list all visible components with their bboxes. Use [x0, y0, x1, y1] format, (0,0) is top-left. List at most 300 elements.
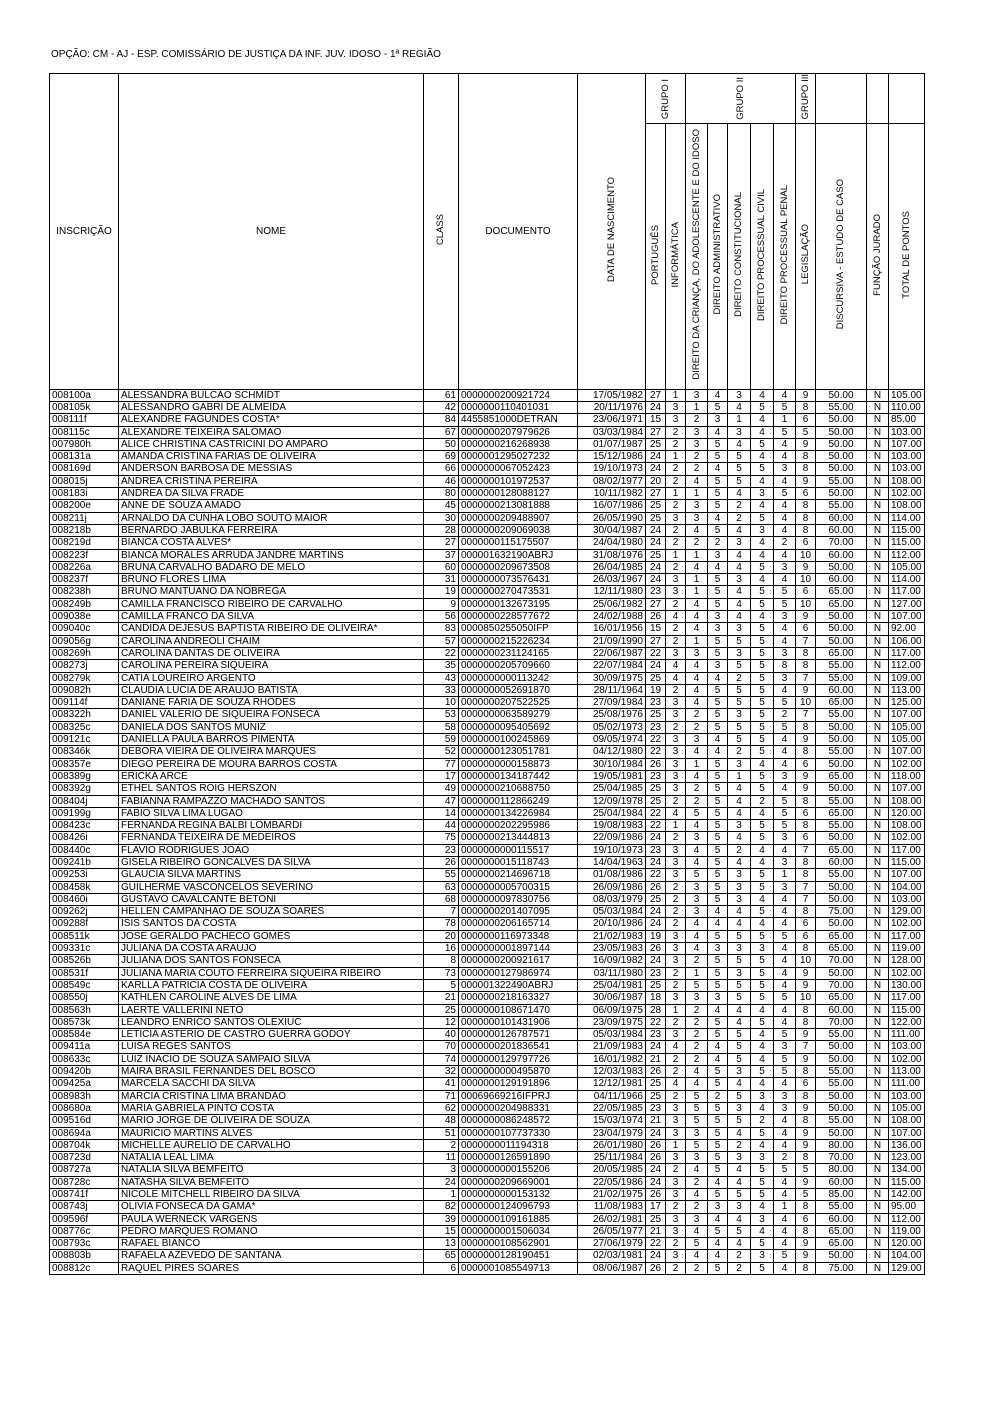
cell-direito-crianca: 4 — [686, 770, 708, 782]
table-row — [50, 1090, 925, 1102]
cell-direito-proc-civil: 5 — [751, 979, 774, 991]
cell-inscricao: 009420b — [50, 1066, 119, 1078]
cell-direito-crianca: 4 — [686, 684, 708, 696]
cell-documento: 0000000000115517 — [459, 844, 578, 856]
cell-total: 129.00 — [889, 1262, 925, 1274]
cell-nascimento: 30/09/1975 — [578, 672, 646, 684]
cell-total: 109.00 — [889, 672, 925, 684]
cell-funcao-jurado: N — [867, 426, 889, 438]
cell-direito-const: 4 — [728, 402, 751, 414]
cell-direito-const: 3 — [728, 1102, 751, 1114]
table-row — [50, 1176, 925, 1188]
cell-direito-const: 5 — [728, 684, 751, 696]
table-row — [50, 1139, 925, 1151]
cell-nascimento: 03/11/1980 — [578, 967, 646, 979]
col-portugues-label: PORTUGUÊS — [649, 224, 661, 285]
cell-total: 103.00 — [889, 426, 925, 438]
cell-total: 108.00 — [889, 1115, 925, 1127]
table-row — [50, 672, 925, 684]
cell-class: 8 — [424, 955, 459, 967]
cell-nome: NICOLE MITCHELL RIBEIRO DA SILVA — [119, 1189, 424, 1201]
cell-informatica: 2 — [666, 906, 686, 918]
cell-informatica: 2 — [666, 1066, 686, 1078]
cell-total: 107.00 — [889, 611, 925, 623]
cell-inscricao: 008389g — [50, 770, 119, 782]
cell-direito-proc-penal: 8 — [774, 660, 796, 672]
cell-class: 15 — [424, 1225, 459, 1237]
cell-portugues: 22 — [646, 869, 666, 881]
cell-direito-adm: 5 — [708, 500, 728, 512]
table-row — [50, 856, 925, 868]
cell-portugues: 26 — [646, 943, 666, 955]
cell-direito-proc-civil: 5 — [751, 697, 774, 709]
cell-discursiva: 60.00 — [816, 574, 867, 586]
cell-portugues: 23 — [646, 967, 666, 979]
cell-funcao-jurado: N — [867, 389, 889, 401]
col-direito-adm-label: DIREITO ADMINISTRATIVO — [711, 194, 723, 315]
table-row — [50, 1238, 925, 1250]
cell-direito-adm: 5 — [708, 402, 728, 414]
table-row — [50, 1016, 925, 1028]
cell-legislacao: 6 — [796, 623, 816, 635]
cell-nome: NATALIA LEAL LIMA — [119, 1152, 424, 1164]
cell-funcao-jurado: N — [867, 992, 889, 1004]
cell-informatica: 1 — [666, 549, 686, 561]
cell-informatica: 3 — [666, 574, 686, 586]
cell-direito-proc-penal: 4 — [774, 635, 796, 647]
cell-nascimento: 17/05/1982 — [578, 389, 646, 401]
cell-direito-proc-penal: 1 — [774, 869, 796, 881]
cell-direito-adm: 3 — [708, 943, 728, 955]
cell-direito-proc-civil: 4 — [751, 1078, 774, 1090]
cell-funcao-jurado: N — [867, 684, 889, 696]
cell-class: 2 — [424, 1139, 459, 1151]
cell-direito-proc-civil: 5 — [751, 672, 774, 684]
table-row — [50, 611, 925, 623]
cell-nome: FLAVIO RODRIGUES JOAO — [119, 844, 424, 856]
cell-direito-const: 4 — [728, 795, 751, 807]
table-row — [50, 1152, 925, 1164]
cell-legislacao: 9 — [796, 734, 816, 746]
cell-funcao-jurado: N — [867, 746, 889, 758]
cell-discursiva: 50.00 — [816, 721, 867, 733]
cell-discursiva: 65.00 — [816, 1238, 867, 1250]
cell-funcao-jurado: N — [867, 1225, 889, 1237]
cell-funcao-jurado: N — [867, 1213, 889, 1225]
cell-inscricao: 009262j — [50, 906, 119, 918]
cell-nome: FABIANNA RAMPAZZO MACHADO SANTOS — [119, 795, 424, 807]
cell-informatica: 3 — [666, 758, 686, 770]
col-direito-const-label: DIREITO CONSTITUCIONAL — [733, 192, 745, 318]
cell-direito-adm: 4 — [708, 1238, 728, 1250]
cell-nascimento: 22/05/1986 — [578, 1176, 646, 1188]
cell-legislacao: 6 — [796, 488, 816, 500]
table-row — [50, 1201, 925, 1213]
cell-funcao-jurado: N — [867, 1262, 889, 1274]
cell-class: 9 — [424, 598, 459, 610]
cell-direito-const: 2 — [728, 746, 751, 758]
cell-legislacao: 7 — [796, 844, 816, 856]
cell-documento: 0000000129191896 — [459, 1078, 578, 1090]
cell-documento: 0000000110401031 — [459, 402, 578, 414]
cell-legislacao: 9 — [796, 1176, 816, 1188]
table-row — [50, 1066, 925, 1078]
cell-class: 73 — [424, 967, 459, 979]
cell-direito-proc-civil: 5 — [751, 660, 774, 672]
cell-direito-const: 4 — [728, 1078, 751, 1090]
cell-class: 69 — [424, 451, 459, 463]
cell-funcao-jurado: N — [867, 586, 889, 598]
cell-nome: PEDRO MARQUES ROMANO — [119, 1225, 424, 1237]
cell-class: 68 — [424, 893, 459, 905]
cell-informatica: 2 — [666, 1238, 686, 1250]
cell-nome: AMANDA CRISTINA FARIAS DE OLIVEIRA — [119, 451, 424, 463]
table-row — [50, 537, 925, 549]
cell-nascimento: 12/03/1983 — [578, 1066, 646, 1078]
cell-direito-adm: 5 — [708, 721, 728, 733]
cell-class: 55 — [424, 869, 459, 881]
col-portugues — [646, 123, 666, 389]
cell-portugues: 23 — [646, 770, 666, 782]
cell-nascimento: 16/09/1982 — [578, 955, 646, 967]
cell-direito-crianca: 4 — [686, 943, 708, 955]
cell-informatica: 3 — [666, 1152, 686, 1164]
cell-nascimento: 24/04/1980 — [578, 537, 646, 549]
cell-direito-proc-civil: 4 — [751, 1041, 774, 1053]
cell-direito-adm: 5 — [708, 881, 728, 893]
cell-class: 35 — [424, 660, 459, 672]
cell-nome: RAFAELA AZEVEDO DE SANTANA — [119, 1250, 424, 1262]
table-row — [50, 697, 925, 709]
cell-nome: ISIS SANTOS DA COSTA — [119, 918, 424, 930]
cell-direito-adm: 5 — [708, 844, 728, 856]
cell-direito-proc-penal: 5 — [774, 402, 796, 414]
cell-funcao-jurado: N — [867, 475, 889, 487]
cell-documento: 0000000213444813 — [459, 832, 578, 844]
cell-direito-proc-civil: 4 — [751, 1201, 774, 1213]
cell-direito-proc-civil: 5 — [751, 402, 774, 414]
cell-legislacao: 10 — [796, 598, 816, 610]
cell-direito-proc-penal: 4 — [774, 451, 796, 463]
cell-class: 65 — [424, 1250, 459, 1262]
cell-funcao-jurado: N — [867, 869, 889, 881]
group-spacer — [816, 74, 867, 124]
col-nascimento — [578, 74, 646, 390]
table-row — [50, 1127, 925, 1139]
cell-nome: CAROLINA ANDREOLI CHAIM — [119, 635, 424, 647]
cell-discursiva: 60.00 — [816, 524, 867, 536]
cell-informatica: 2 — [666, 426, 686, 438]
cell-direito-crianca: 4 — [686, 697, 708, 709]
cell-direito-crianca: 2 — [686, 955, 708, 967]
cell-direito-adm: 3 — [708, 414, 728, 426]
cell-documento: 0000000015118743 — [459, 856, 578, 868]
cell-nascimento: 16/01/1982 — [578, 1053, 646, 1065]
cell-direito-proc-civil: 5 — [751, 1189, 774, 1201]
cell-class: 7 — [424, 906, 459, 918]
cell-portugues: 26 — [646, 1066, 666, 1078]
cell-informatica: 4 — [666, 672, 686, 684]
cell-documento: 000001632190ABRJ — [459, 549, 578, 561]
cell-funcao-jurado: N — [867, 598, 889, 610]
cell-legislacao: 9 — [796, 967, 816, 979]
table-row — [50, 758, 925, 770]
cell-nascimento: 22/07/1984 — [578, 660, 646, 672]
cell-discursiva: 55.00 — [816, 1029, 867, 1041]
cell-nome: LUIZ INACIO DE SOUZA SAMPAIO SILVA — [119, 1053, 424, 1065]
table-row — [50, 906, 925, 918]
cell-discursiva: 70.00 — [816, 1152, 867, 1164]
cell-class: 26 — [424, 856, 459, 868]
table-row — [50, 869, 925, 881]
cell-direito-proc-civil: 4 — [751, 500, 774, 512]
col-legislacao — [796, 123, 816, 389]
cell-informatica: 3 — [666, 1225, 686, 1237]
cell-direito-proc-civil: 5 — [751, 1176, 774, 1188]
col-funcao-jurado-label: FUNÇÃO JURADO — [871, 213, 883, 296]
cell-portugues: 24 — [646, 451, 666, 463]
cell-inscricao: 008015j — [50, 475, 119, 487]
cell-documento: 0000000201836541 — [459, 1041, 578, 1053]
cell-portugues: 23 — [646, 697, 666, 709]
cell-class: 62 — [424, 1102, 459, 1114]
cell-documento: 0000000209069038 — [459, 524, 578, 536]
cell-direito-adm: 3 — [708, 992, 728, 1004]
cell-discursiva: 55.00 — [816, 672, 867, 684]
cell-inscricao: 008223f — [50, 549, 119, 561]
cell-direito-proc-penal: 3 — [774, 856, 796, 868]
cell-inscricao: 008793c — [50, 1238, 119, 1250]
table-row — [50, 844, 925, 856]
table-row — [50, 524, 925, 536]
cell-nascimento: 04/12/1980 — [578, 746, 646, 758]
cell-documento: 0000000073576431 — [459, 574, 578, 586]
cell-direito-const: 5 — [728, 955, 751, 967]
cell-informatica: 2 — [666, 684, 686, 696]
cell-direito-adm: 5 — [708, 832, 728, 844]
cell-direito-adm: 5 — [708, 598, 728, 610]
cell-legislacao: 8 — [796, 943, 816, 955]
cell-class: 20 — [424, 930, 459, 942]
cell-direito-const: 4 — [728, 832, 751, 844]
cell-direito-const: 3 — [728, 758, 751, 770]
table-row — [50, 1078, 925, 1090]
cell-nome: ALEXANDRE TEIXEIRA SALOMAO — [119, 426, 424, 438]
cell-direito-const: 5 — [728, 660, 751, 672]
cell-discursiva: 50.00 — [816, 758, 867, 770]
cell-total: 105.00 — [889, 721, 925, 733]
table-row — [50, 475, 925, 487]
cell-documento: 0000000108562901 — [459, 1238, 578, 1250]
cell-class: 19 — [424, 586, 459, 598]
cell-portugues: 27 — [646, 635, 666, 647]
cell-nome: MARIA GABRIELA PINTO COSTA — [119, 1102, 424, 1114]
cell-inscricao: 008573k — [50, 1016, 119, 1028]
cell-informatica: 3 — [666, 647, 686, 659]
cell-direito-crianca: 4 — [686, 918, 708, 930]
cell-class: 71 — [424, 1090, 459, 1102]
cell-total: 103.00 — [889, 1090, 925, 1102]
table-row — [50, 734, 925, 746]
cell-legislacao: 8 — [796, 906, 816, 918]
cell-direito-adm: 5 — [708, 1127, 728, 1139]
cell-documento: 0000000200921617 — [459, 955, 578, 967]
cell-portugues: 25 — [646, 1213, 666, 1225]
cell-direito-proc-civil: 5 — [751, 438, 774, 450]
col-nascimento-label: DATA DE NASCIMENTO — [605, 177, 617, 283]
cell-direito-const: 3 — [728, 893, 751, 905]
cell-total: 108.00 — [889, 795, 925, 807]
cell-direito-proc-penal: 3 — [774, 832, 796, 844]
cell-direito-adm: 5 — [708, 770, 728, 782]
cell-portugues: 24 — [646, 918, 666, 930]
cell-funcao-jurado: N — [867, 647, 889, 659]
cell-funcao-jurado: N — [867, 1201, 889, 1213]
cell-informatica: 3 — [666, 1029, 686, 1041]
cell-direito-proc-civil: 5 — [751, 684, 774, 696]
cell-documento: 0000000101972537 — [459, 475, 578, 487]
cell-direito-proc-civil: 5 — [751, 623, 774, 635]
cell-portugues: 24 — [646, 537, 666, 549]
cell-direito-proc-civil: 4 — [751, 844, 774, 856]
cell-informatica: 3 — [666, 1127, 686, 1139]
cell-direito-proc-penal: 1 — [774, 414, 796, 426]
cell-discursiva: 65.00 — [816, 770, 867, 782]
cell-discursiva: 85.00 — [816, 1189, 867, 1201]
cell-direito-proc-civil: 5 — [751, 820, 774, 832]
cell-total: 110.00 — [889, 402, 925, 414]
cell-class: 70 — [424, 1041, 459, 1053]
cell-direito-crianca: 1 — [686, 967, 708, 979]
cell-documento: 0000000207979626 — [459, 426, 578, 438]
cell-inscricao: 008983h — [50, 1090, 119, 1102]
cell-informatica: 2 — [666, 893, 686, 905]
table-row — [50, 881, 925, 893]
cell-class: 1 — [424, 1189, 459, 1201]
cell-portugues: 20 — [646, 475, 666, 487]
cell-funcao-jurado: N — [867, 623, 889, 635]
cell-direito-const: 3 — [728, 967, 751, 979]
cell-direito-crianca: 2 — [686, 1201, 708, 1213]
cell-class: 5 — [424, 979, 459, 991]
cell-direito-const: 4 — [728, 549, 751, 561]
cell-direito-proc-civil: 5 — [751, 770, 774, 782]
cell-portugues: 21 — [646, 1115, 666, 1127]
cell-direito-crianca: 2 — [686, 451, 708, 463]
cell-class: 84 — [424, 414, 459, 426]
cell-inscricao: 008392g — [50, 783, 119, 795]
cell-inscricao: 008458k — [50, 881, 119, 893]
cell-direito-crianca: 4 — [686, 611, 708, 623]
cell-legislacao: 9 — [796, 684, 816, 696]
cell-portugues: 22 — [646, 1238, 666, 1250]
cell-documento: 0000000213081888 — [459, 500, 578, 512]
cell-funcao-jurado: N — [867, 881, 889, 893]
table-row — [50, 414, 925, 426]
cell-total: 127.00 — [889, 598, 925, 610]
cell-funcao-jurado: N — [867, 561, 889, 573]
cell-inscricao: 008238h — [50, 586, 119, 598]
cell-direito-proc-civil: 4 — [751, 1004, 774, 1016]
cell-documento: 0000000231124165 — [459, 647, 578, 659]
cell-nome: ALESSANDRA BULCAO SCHMIDT — [119, 389, 424, 401]
cell-portugues: 22 — [646, 746, 666, 758]
cell-inscricao: 008423c — [50, 820, 119, 832]
cell-portugues: 24 — [646, 402, 666, 414]
cell-inscricao: 008105k — [50, 402, 119, 414]
cell-portugues: 23 — [646, 844, 666, 856]
cell-nascimento: 14/04/1963 — [578, 856, 646, 868]
cell-informatica: 3 — [666, 709, 686, 721]
cell-direito-proc-civil: 3 — [751, 1090, 774, 1102]
table-row — [50, 918, 925, 930]
cell-discursiva: 50.00 — [816, 1250, 867, 1262]
col-class-label: CLASS — [435, 214, 447, 246]
cell-direito-const: 4 — [728, 1004, 751, 1016]
cell-direito-proc-civil: 5 — [751, 1164, 774, 1176]
cell-legislacao: 8 — [796, 795, 816, 807]
cell-direito-crianca: 2 — [686, 1004, 708, 1016]
cell-class: 12 — [424, 1016, 459, 1028]
cell-nascimento: 24/02/1988 — [578, 611, 646, 623]
cell-direito-proc-civil: 4 — [751, 1029, 774, 1041]
cell-portugues: 17 — [646, 1201, 666, 1213]
cell-portugues: 27 — [646, 389, 666, 401]
cell-direito-proc-civil: 4 — [751, 1053, 774, 1065]
cell-direito-proc-civil: 5 — [751, 1262, 774, 1274]
cell-direito-adm: 5 — [708, 647, 728, 659]
cell-documento: 0000000209669001 — [459, 1176, 578, 1188]
cell-nome: JULIANA DA COSTA ARAUJO — [119, 943, 424, 955]
cell-documento: 0000000095405692 — [459, 721, 578, 733]
cell-funcao-jurado: N — [867, 770, 889, 782]
cell-direito-proc-civil: 4 — [751, 918, 774, 930]
cell-legislacao: 9 — [796, 389, 816, 401]
cell-nome: MARIO JORGE DE OLIVEIRA DE SOUZA — [119, 1115, 424, 1127]
cell-direito-proc-civil: 5 — [751, 906, 774, 918]
col-documento: DOCUMENTO — [459, 74, 578, 390]
cell-informatica: 2 — [666, 500, 686, 512]
cell-portugues: 25 — [646, 1078, 666, 1090]
cell-funcao-jurado: N — [867, 1102, 889, 1114]
cell-nascimento: 08/06/1987 — [578, 1262, 646, 1274]
table-row — [50, 1213, 925, 1225]
cell-total: 119.00 — [889, 943, 925, 955]
cell-nascimento: 26/05/1990 — [578, 512, 646, 524]
cell-direito-crianca: 3 — [686, 389, 708, 401]
group-3-label: GRUPO III — [799, 74, 811, 120]
cell-funcao-jurado: N — [867, 574, 889, 586]
cell-discursiva: 50.00 — [816, 1127, 867, 1139]
cell-funcao-jurado: N — [867, 906, 889, 918]
cell-nascimento: 16/01/1956 — [578, 623, 646, 635]
cell-total: 117.00 — [889, 992, 925, 1004]
cell-documento: 0000000005700315 — [459, 881, 578, 893]
cell-nome: MICHELLE AURELIO DE CARVALHO — [119, 1139, 424, 1151]
cell-direito-crianca: 2 — [686, 463, 708, 475]
cell-direito-crianca: 2 — [686, 414, 708, 426]
cell-class: 11 — [424, 1152, 459, 1164]
cell-inscricao: 008111f — [50, 414, 119, 426]
cell-portugues: 24 — [646, 1127, 666, 1139]
cell-portugues: 22 — [646, 734, 666, 746]
cell-direito-proc-penal: 4 — [774, 967, 796, 979]
cell-direito-crianca: 5 — [686, 1102, 708, 1114]
cell-direito-adm: 4 — [708, 1176, 728, 1188]
cell-nome: ANNE DE SOUZA AMADO — [119, 500, 424, 512]
cell-direito-crianca: 5 — [686, 869, 708, 881]
cell-funcao-jurado: N — [867, 1189, 889, 1201]
